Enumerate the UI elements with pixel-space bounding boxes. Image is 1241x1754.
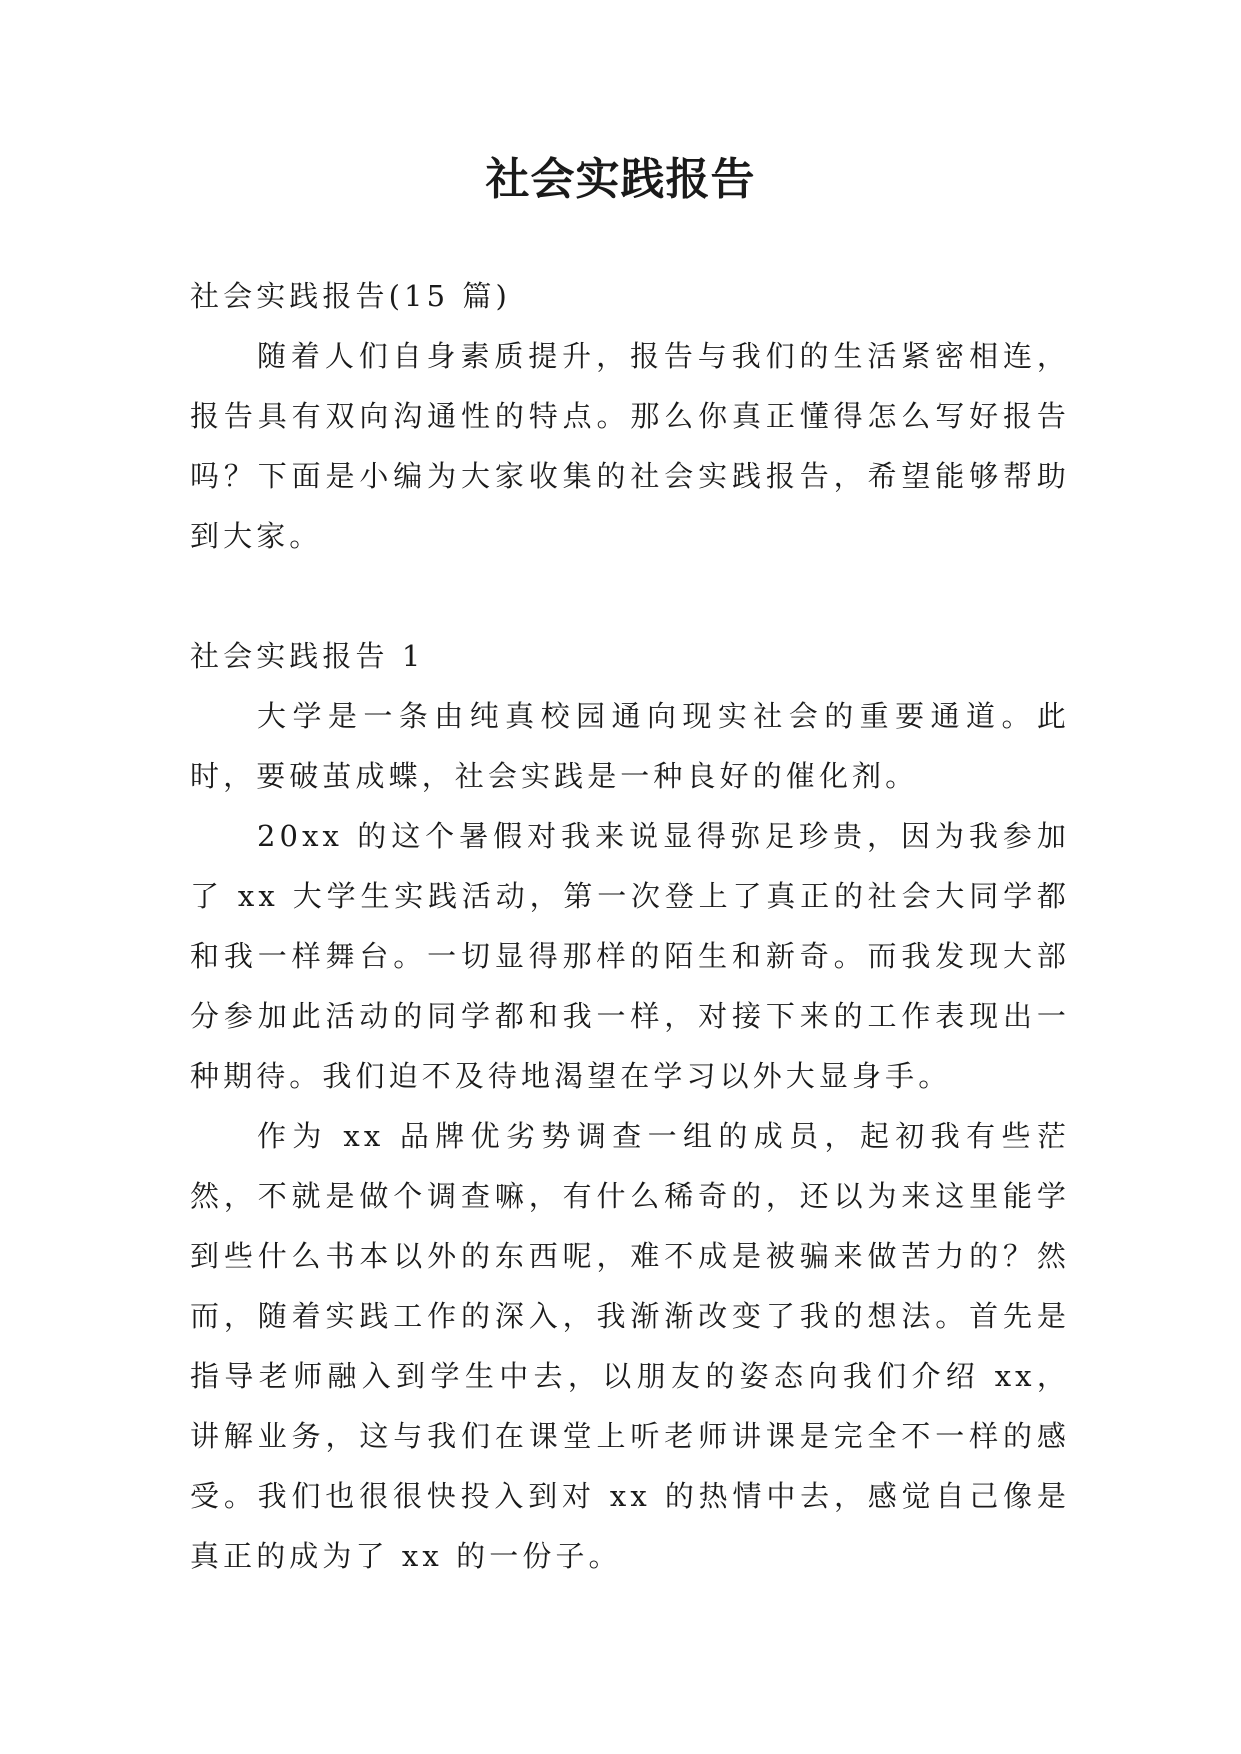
body-paragraph: 20xx 的这个暑假对我来说显得弥足珍贵，因为我参加了 xx 大学生实践活动，第一次登上了真正的社会大同学都和我一样舞台。一切显得那样的陌生和新奇。而我发现大部分参加此活动的同学都和我一样，对接下来的工作表现出一种期待。我们迫不及待地渴望在学习以外大显身手。 [190, 819, 1070, 1093]
section-heading: 社会实践报告 1 [190, 639, 425, 673]
body-paragraph: 大学是一条由纯真校园通向现实社会的重要通道。此时，要破茧成蝶，社会实践是一种良好的催化剂。 [190, 699, 1070, 793]
document-body [190, 266, 1070, 1586]
document-subtitle: 社会实践报告(15 篇) [190, 279, 511, 313]
document-title: 社会实践报告 [485, 154, 756, 205]
intro-paragraph: 随着人们自身素质提升，报告与我们的生活紧密相连，报告具有双向沟通性的特点。那么你真正懂得怎么写好报告吗？下面是小编为大家收集的社会实践报告，希望能够帮助到大家。 [190, 339, 1070, 553]
body-paragraph: 作为 xx 品牌优劣势调查一组的成员，起初我有些茫然，不就是做个调查嘛，有什么稀奇的，还以为来这里能学到些什么书本以外的东西呢，难不成是被骗来做苦力的？然而，随着实践工作的深入，我渐渐改变了我的想法。首先是指导老师融入到学生中去，以朋友的姿态向我们介绍 xx，讲解业务，这与我们在课堂上听老师讲课是完全不一样的感受。我们也很很快投入到对 xx 的热情中去，感觉自己像是真正的成为了 xx 的一份子。 [190, 1119, 1070, 1573]
